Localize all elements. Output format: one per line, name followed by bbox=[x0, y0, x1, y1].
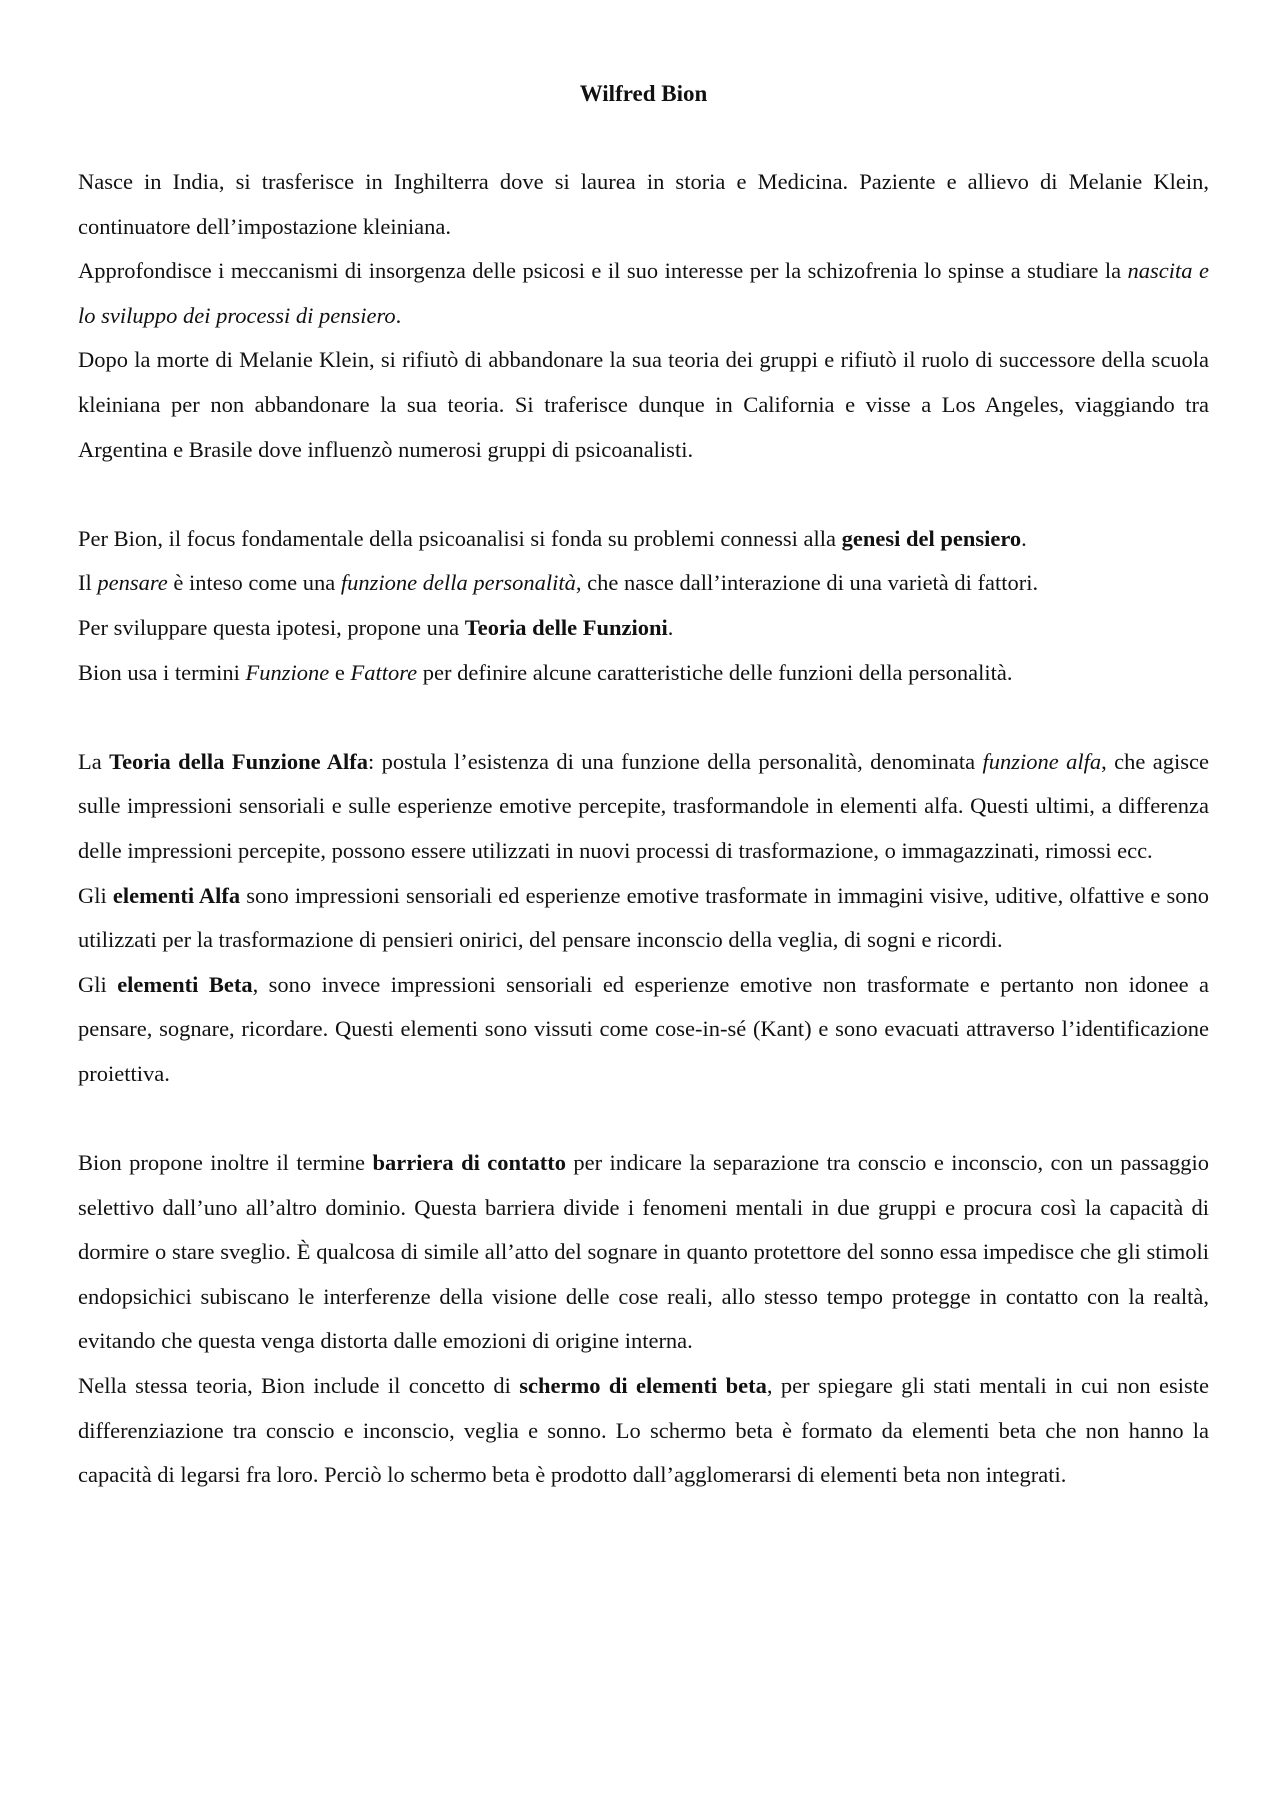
paragraph bbox=[78, 606, 1209, 651]
text-run: Nasce in India, si trasferisce in Inghilterra dove si laurea in storia e Medicina. Paziente e allievo di Melanie Klein, continuatore dell’impostazione kleiniana. bbox=[78, 169, 1209, 239]
text-run: Nella stessa teoria, Bion include il concetto di bbox=[78, 1373, 520, 1399]
paragraph bbox=[78, 561, 1209, 606]
bold-term: elementi Alfa bbox=[112, 882, 241, 908]
text-run: per definire alcune caratteristiche delle funzioni della personalità. bbox=[417, 659, 1013, 685]
paragraph bbox=[78, 651, 1209, 696]
bold-term: Teoria delle Funzioni bbox=[464, 614, 668, 640]
text-run: e bbox=[329, 659, 351, 685]
text-run: , che nasce dall’interazione di una varietà di fattori. bbox=[575, 570, 1039, 596]
text-run: è inteso come una bbox=[167, 570, 341, 596]
bold-term: Teoria della Funzione Alfa bbox=[109, 748, 368, 774]
italic-term: Fattore bbox=[350, 659, 418, 685]
italic-term: nascita e lo sviluppo dei processi di pensiero bbox=[78, 258, 1209, 328]
text-run: Approfondisce i meccanismi di insorgenza delle psicosi e il suo interesse per la schizofrenia lo spinse a studiare la bbox=[78, 258, 1128, 284]
text-run: Per Bion, il focus fondamentale della psicoanalisi si fonda su problemi connessi alla bbox=[78, 525, 842, 551]
text-run: Bion usa i termini bbox=[78, 659, 246, 685]
text-run: per indicare la separazione tra conscio e inconscio, con un passaggio selettivo dall’uno all’altro dominio. Questa barriera divide i fenomeni mentali in due gruppi e procura così la capacità di dormire o stare sveglio. È qualcosa di simile all’atto del sognare in quanto protettore del sonno essa impedisce che gli stimoli endopsichici subiscano le interferenze della visione delle cose reali, allo stesso tempo protegge in contatto con la realtà, evitando che questa venga distorta dalle emozioni di origine interna. bbox=[78, 1150, 1209, 1354]
text-run: , sono invece impressioni sensoriali ed esperienze emotive non trasformate e pertanto non idonee a pensare, sognare, ricordare. Questi elementi sono vissuti come cose-in-sé (Kant) e sono evacuati attraverso l’identificazione proiettiva. bbox=[78, 971, 1209, 1086]
paragraph bbox=[78, 1141, 1209, 1364]
section-gap bbox=[78, 1096, 1209, 1141]
text-run: Il bbox=[78, 570, 98, 596]
paragraph bbox=[78, 740, 1209, 874]
text-run: Gli bbox=[78, 882, 113, 908]
text-run: . bbox=[395, 302, 402, 328]
section-gap bbox=[78, 695, 1209, 740]
text-run: La bbox=[78, 748, 110, 774]
italic-term: Funzione bbox=[245, 659, 330, 685]
paragraph bbox=[78, 963, 1209, 1097]
italic-term: funzione alfa bbox=[982, 748, 1102, 774]
text-run: Gli bbox=[78, 971, 118, 997]
bold-term: elementi Beta bbox=[117, 971, 253, 997]
text-run: sono impressioni sensoriali ed esperienze emotive trasformate in immagini visive, uditive, olfattive e sono utilizzati per la trasformazione di pensieri onirici, del pensare inconscio della veglia, di sogni e ricordi. bbox=[78, 882, 1209, 953]
text-run: Per sviluppare questa ipotesi, propone una bbox=[78, 614, 465, 640]
document-page bbox=[78, 72, 1209, 1498]
text-run: Bion propone inoltre il termine bbox=[78, 1150, 373, 1176]
paragraph bbox=[78, 249, 1209, 338]
text-run: : postula l’esistenza di una funzione della personalità, denominata bbox=[368, 748, 983, 774]
text-run: . bbox=[1021, 525, 1027, 551]
bold-term: schermo di elementi beta bbox=[519, 1373, 767, 1399]
document-body bbox=[78, 160, 1209, 1498]
paragraph bbox=[78, 160, 1209, 249]
italic-term: funzione della personalità bbox=[340, 570, 576, 596]
paragraph bbox=[78, 1364, 1209, 1498]
paragraph bbox=[78, 874, 1209, 963]
italic-term: pensare bbox=[97, 570, 168, 596]
bold-term: genesi del pensiero bbox=[841, 525, 1022, 551]
section-gap bbox=[78, 472, 1209, 517]
bold-term: barriera di contatto bbox=[372, 1150, 566, 1176]
text-run: , che agisce sulle impressioni sensoriali e sulle esperienze emotive percepite, trasformandole in elementi alfa. Questi ultimi, a differenza delle impressioni percepite, possono essere utilizzati in nuovi processi di trasformazione, o immagazzinati, rimossi ecc. bbox=[78, 748, 1209, 863]
paragraph bbox=[78, 517, 1209, 562]
paragraph bbox=[78, 338, 1209, 472]
text-run: . bbox=[667, 614, 674, 640]
text-run: Dopo la morte di Melanie Klein, si rifiutò di abbandonare la sua teoria dei gruppi e rifiutò il ruolo di successore della scuola kleiniana per non abbandonare la sua teoria. Si traferisce dunque in California e visse a Los Angeles, viaggiando tra Argentina e Brasile dove influenzò numerosi gruppi di psicoanalisti. bbox=[78, 347, 1209, 462]
document-title: Wilfred Bion bbox=[579, 81, 708, 106]
text-run: , per spiegare gli stati mentali in cui non esiste differenziazione tra conscio e inconscio, veglia e sonno. Lo schermo beta è formato da elementi beta che non hanno la capacità di legarsi fra loro. Perciò lo schermo beta è prodotto dall’agglomerarsi di elementi beta non integrati. bbox=[78, 1373, 1209, 1488]
